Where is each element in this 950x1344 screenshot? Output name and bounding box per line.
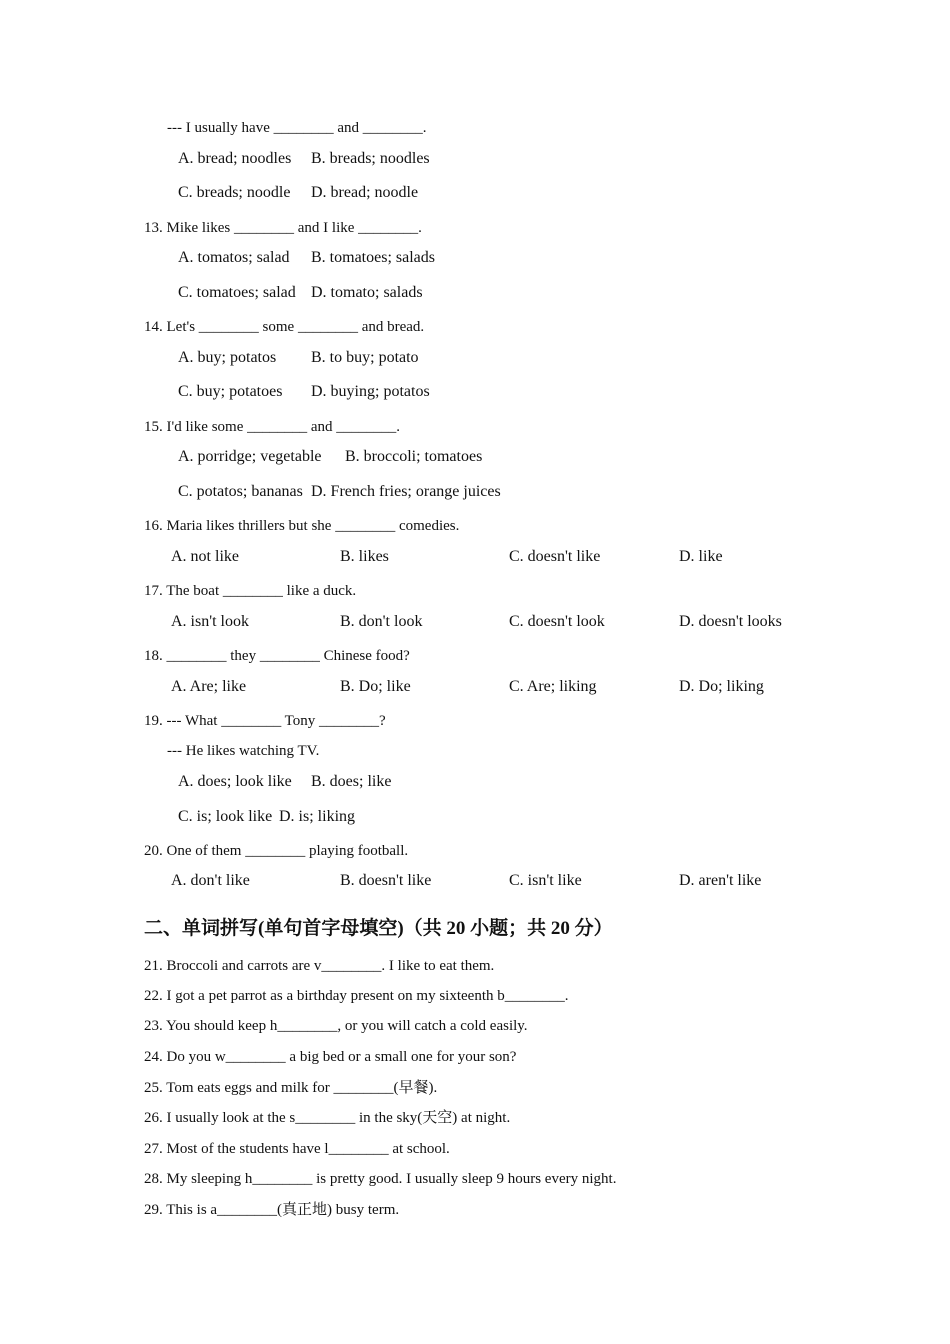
q19-option-d: D. is; liking (279, 808, 356, 825)
q18-option-c: C. Are; liking (509, 678, 597, 695)
q14-option-c: C. buy; potatoes (178, 383, 283, 400)
section-heading: 二、单词拼写(单句首字母填空)（共 20 小题；共 20 分） (144, 918, 613, 939)
q14-option-a: A. buy; potatos (178, 349, 277, 366)
q14-stem: 14. Let's ________ some ________ and bread. (144, 319, 425, 335)
q13-option-b: B. tomatoes; salads (311, 249, 435, 266)
q23-item: 23. You should keep h________, or you will catch a cold easily. (144, 1018, 528, 1034)
q15-option-a: A. porridge; vegetable (178, 448, 322, 465)
q13-option-d: D. tomato; salads (311, 284, 423, 301)
q18-stem: 18. ________ they ________ Chinese food? (144, 648, 410, 664)
q20-option-c: C. isn't like (509, 872, 582, 889)
q21-item: 21. Broccoli and carrots are v________. I like to eat them. (144, 958, 495, 974)
q12-option-b: B. breads; noodles (311, 150, 430, 167)
q29-item: 29. This is a________(真正地) busy term. (144, 1202, 400, 1218)
q17-option-b: B. don't look (340, 613, 423, 630)
q16-option-d: D. like (679, 548, 723, 565)
q25-item: 25. Tom eats eggs and milk for ________(早餐). (144, 1080, 438, 1096)
q17-stem: 17. The boat ________ like a duck. (144, 583, 357, 599)
q17-option-d: D. doesn't looks (679, 613, 782, 630)
q22-item: 22. I got a pet parrot as a birthday present on my sixteenth b________. (144, 988, 569, 1004)
q15-option-d: D. French fries; orange juices (311, 483, 501, 500)
q16-option-c: C. doesn't like (509, 548, 601, 565)
q17-option-c: C. doesn't look (509, 613, 605, 630)
q13-stem: 13. Mike likes ________ and I like ________. (144, 220, 422, 236)
q28-item: 28. My sleeping h________ is pretty good. I usually sleep 9 hours every night. (144, 1171, 617, 1187)
q18-option-d: D. Do; liking (679, 678, 764, 695)
q19-option-b: B. does; like (311, 773, 392, 790)
q12-option-d: D. bread; noodle (311, 184, 419, 201)
q12-answer-line: --- I usually have ________ and ________. (167, 120, 427, 136)
q26-item: 26. I usually look at the s________ in the sky(天空) at night. (144, 1110, 511, 1126)
q19-option-a: A. does; look like (178, 773, 292, 790)
q13-option-a: A. tomatos; salad (178, 249, 290, 266)
q16-option-a: A. not like (171, 548, 239, 565)
q19-stem: 19. --- What ________ Tony ________? (144, 713, 386, 729)
q15-stem: 15. I'd like some ________ and ________. (144, 419, 401, 435)
q17-option-a: A. isn't look (171, 613, 249, 630)
q19-answer-line: --- He likes watching TV. (167, 743, 320, 759)
q14-option-b: B. to buy; potato (311, 349, 419, 366)
q20-stem: 20. One of them ________ playing football. (144, 843, 409, 859)
q18-option-a: A. Are; like (171, 678, 247, 695)
q13-option-c: C. tomatoes; salad (178, 284, 296, 301)
q16-stem: 16. Maria likes thrillers but she ________ comedies. (144, 518, 460, 534)
q20-option-b: B. doesn't like (340, 872, 432, 889)
q18-option-b: B. Do; like (340, 678, 411, 695)
q14-option-d: D. buying; potatos (311, 383, 430, 400)
q15-option-b: B. broccoli; tomatoes (345, 448, 483, 465)
q16-option-b: B. likes (340, 548, 389, 565)
q20-option-d: D. aren't like (679, 872, 762, 889)
q15-option-c: C. potatos; bananas (178, 483, 303, 500)
q12-option-a: A. bread; noodles (178, 150, 292, 167)
q12-option-c: C. breads; noodle (178, 184, 291, 201)
q19-option-c: C. is; look like (178, 808, 273, 825)
q20-option-a: A. don't like (171, 872, 250, 889)
q27-item: 27. Most of the students have l________ at school. (144, 1141, 450, 1157)
q24-item: 24. Do you w________ a big bed or a small one for your son? (144, 1049, 517, 1065)
